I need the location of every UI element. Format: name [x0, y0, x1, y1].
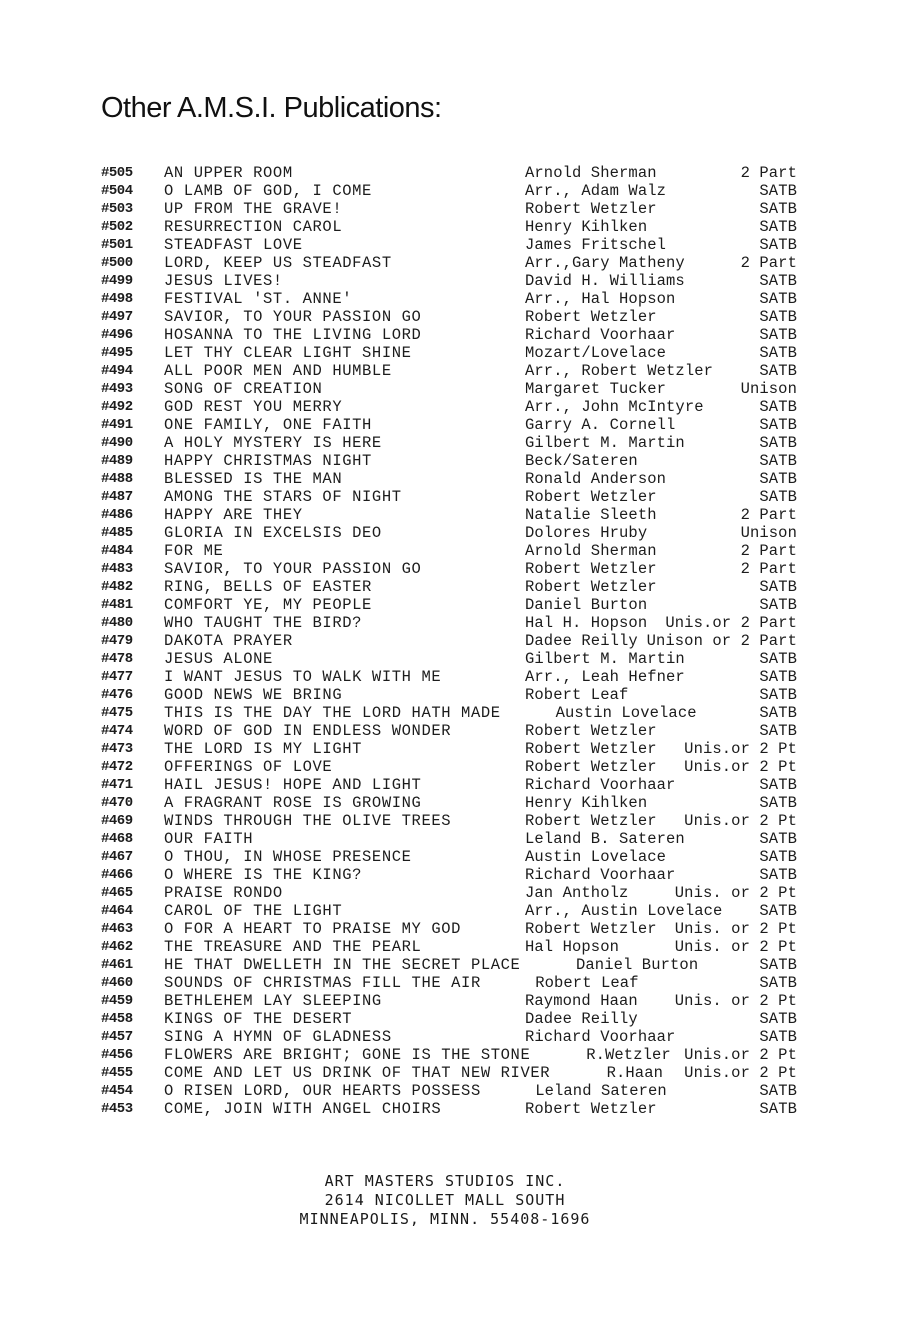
- publication-title: O THOU, IN WHOSE PRESENCE: [164, 848, 412, 866]
- publication-composer: Hal Hopson: [525, 938, 620, 956]
- publication-voicing: Unis.or 2 Pt: [684, 1064, 797, 1082]
- publication-title: RING, BELLS OF EASTER: [164, 578, 372, 596]
- publication-title: JESUS ALONE: [164, 650, 273, 668]
- list-item: [0, 650, 900, 668]
- publication-voicing: SATB: [759, 596, 797, 614]
- publication-number: #498: [101, 291, 133, 307]
- publication-title: AMONG THE STARS OF NIGHT: [164, 488, 402, 506]
- list-item: [0, 362, 900, 380]
- publication-number: #453: [101, 1101, 133, 1117]
- publication-composer: Austin Lovelace: [525, 848, 667, 866]
- publication-number: #494: [101, 363, 133, 379]
- publication-composer: Daniel Burton: [576, 956, 699, 974]
- list-item: [0, 974, 900, 992]
- publication-composer: Arr., Adam Walz: [525, 182, 667, 200]
- publication-composer: Arr., Robert Wetzler: [525, 362, 714, 380]
- publication-voicing: SATB: [759, 650, 797, 668]
- publication-number: #457: [101, 1029, 133, 1045]
- publication-voicing: SATB: [759, 668, 797, 686]
- publication-title: COME, JOIN WITH ANGEL CHOIRS: [164, 1100, 442, 1118]
- city-state-zip: MINNEAPOLIS, MINN. 55408-1696: [299, 1210, 591, 1228]
- publication-number: #492: [101, 399, 133, 415]
- publication-voicing: SATB: [759, 830, 797, 848]
- publication-number: #502: [101, 219, 133, 235]
- publication-voicing: 2 Part: [740, 542, 797, 560]
- list-item: [0, 272, 900, 290]
- publication-composer: Austin Lovelace: [555, 704, 697, 722]
- publication-title: WORD OF GOD IN ENDLESS WONDER: [164, 722, 452, 740]
- publication-composer: Robert Wetzler: [525, 308, 657, 326]
- publication-number: #462: [101, 939, 133, 955]
- list-item: [0, 668, 900, 686]
- list-item: [0, 884, 900, 902]
- publication-number: #505: [101, 165, 133, 181]
- publication-composer: Robert Leaf: [535, 974, 639, 992]
- publication-number: #493: [101, 381, 133, 397]
- publication-title: RESURRECTION CAROL: [164, 218, 343, 236]
- publication-title: HAPPY CHRISTMAS NIGHT: [164, 452, 372, 470]
- publication-title: O RISEN LORD, OUR HEARTS POSSESS: [164, 1082, 481, 1100]
- publication-title: UP FROM THE GRAVE!: [164, 200, 343, 218]
- publication-composer: Gilbert M. Martin: [525, 434, 685, 452]
- publication-composer: Robert Wetzler: [525, 722, 657, 740]
- publication-composer: Robert Wetzler: [525, 740, 657, 758]
- list-item: [0, 938, 900, 956]
- publication-number: #468: [101, 831, 133, 847]
- list-item: [0, 848, 900, 866]
- publication-composer: Arr., Austin Lovelace: [525, 902, 723, 920]
- list-item: [0, 902, 900, 920]
- publication-voicing: Unis. or 2 Pt: [674, 884, 797, 902]
- list-item: [0, 1010, 900, 1028]
- publication-voicing: SATB: [759, 722, 797, 740]
- publication-title: THE LORD IS MY LIGHT: [164, 740, 363, 758]
- publication-title: I WANT JESUS TO WALK WITH ME: [164, 668, 442, 686]
- publication-voicing: Unis. or 2 Pt: [674, 992, 797, 1010]
- list-item: [0, 776, 900, 794]
- publication-voicing: Unis. or 2 Pt: [674, 920, 797, 938]
- publication-title: SONG OF CREATION: [164, 380, 323, 398]
- publication-number: #484: [101, 543, 133, 559]
- list-item: [0, 326, 900, 344]
- list-item: [0, 704, 900, 722]
- publication-title: STEADFAST LOVE: [164, 236, 303, 254]
- publication-title: DAKOTA PRAYER: [164, 632, 293, 650]
- list-item: [0, 1046, 900, 1064]
- list-item: [0, 1064, 900, 1082]
- publication-number: #455: [101, 1065, 133, 1081]
- publication-composer: Henry Kihlken: [525, 794, 648, 812]
- publication-number: #454: [101, 1083, 133, 1099]
- publication-title: SAVIOR, TO YOUR PASSION GO: [164, 560, 422, 578]
- publication-number: #491: [101, 417, 133, 433]
- publication-voicing: SATB: [759, 218, 797, 236]
- list-item: [0, 632, 900, 650]
- publication-composer: Margaret Tucker: [525, 380, 667, 398]
- publication-title: FLOWERS ARE BRIGHT; GONE IS THE STONE: [164, 1046, 531, 1064]
- publication-voicing: Unis. or 2 Pt: [674, 938, 797, 956]
- publication-title: HE THAT DWELLETH IN THE SECRET PLACE: [164, 956, 521, 974]
- publication-title: THE TREASURE AND THE PEARL: [164, 938, 422, 956]
- list-item: [0, 488, 900, 506]
- list-item: [0, 542, 900, 560]
- publication-voicing: 2 Part: [740, 164, 797, 182]
- publication-number: #490: [101, 435, 133, 451]
- publication-number: #488: [101, 471, 133, 487]
- list-item: [0, 830, 900, 848]
- list-item: [0, 200, 900, 218]
- publication-composer: Garry A. Cornell: [525, 416, 676, 434]
- publication-voicing: SATB: [759, 488, 797, 506]
- list-item: [0, 434, 900, 452]
- publication-title: OFFERINGS OF LOVE: [164, 758, 333, 776]
- publication-number: #485: [101, 525, 133, 541]
- list-item: [0, 164, 900, 182]
- publication-composer: Ronald Anderson: [525, 470, 667, 488]
- publication-composer: Beck/Sateren: [525, 452, 638, 470]
- publication-title: O WHERE IS THE KING?: [164, 866, 363, 884]
- list-item: [0, 452, 900, 470]
- publication-voicing: 2 Part: [740, 254, 797, 272]
- publication-composer: Hal H. Hopson: [525, 614, 648, 632]
- publication-voicing: Unis.or 2 Pt: [684, 1046, 797, 1064]
- publication-composer: Dadee Reilly: [525, 632, 638, 650]
- publication-composer: Arnold Sherman: [525, 542, 657, 560]
- publication-voicing: SATB: [759, 686, 797, 704]
- publication-composer: R.Wetzler: [586, 1046, 671, 1064]
- publication-voicing: SATB: [759, 776, 797, 794]
- publication-title: FOR ME: [164, 542, 224, 560]
- list-item: [0, 578, 900, 596]
- list-item: [0, 812, 900, 830]
- publication-composer: Natalie Sleeth: [525, 506, 657, 524]
- publication-composer: Henry Kihlken: [525, 218, 648, 236]
- publication-composer: Arr.,Gary Matheny: [525, 254, 685, 272]
- publication-composer: Leland B. Sateren: [525, 830, 685, 848]
- list-item: [0, 524, 900, 542]
- list-item: [0, 992, 900, 1010]
- publication-composer: Dolores Hruby: [525, 524, 648, 542]
- publication-title: HAIL JESUS! HOPE AND LIGHT: [164, 776, 422, 794]
- publication-voicing: SATB: [759, 434, 797, 452]
- publication-composer: Mozart/Lovelace: [525, 344, 667, 362]
- publication-number: #476: [101, 687, 133, 703]
- publication-title: COMFORT YE, MY PEOPLE: [164, 596, 372, 614]
- list-item: [0, 182, 900, 200]
- company-name: ART MASTERS STUDIOS INC.: [324, 1172, 566, 1190]
- publication-voicing: 2 Part: [740, 506, 797, 524]
- publication-voicing: 2 Part: [740, 560, 797, 578]
- publication-number: #463: [101, 921, 133, 937]
- publication-composer: Richard Voorhaar: [525, 326, 676, 344]
- publication-voicing: SATB: [759, 1082, 797, 1100]
- publication-title: GLORIA IN EXCELSIS DEO: [164, 524, 382, 542]
- publication-composer: David H. Williams: [525, 272, 685, 290]
- street-address: 2614 NICOLLET MALL SOUTH: [324, 1191, 566, 1209]
- publication-number: #475: [101, 705, 133, 721]
- publication-number: #499: [101, 273, 133, 289]
- publication-voicing: SATB: [759, 1010, 797, 1028]
- list-item: [0, 794, 900, 812]
- publication-number: #500: [101, 255, 133, 271]
- publication-voicing: SATB: [759, 326, 797, 344]
- publication-number: #460: [101, 975, 133, 991]
- list-item: [0, 254, 900, 272]
- publication-voicing: SATB: [759, 416, 797, 434]
- publication-voicing: SATB: [759, 902, 797, 920]
- publication-title: CAROL OF THE LIGHT: [164, 902, 343, 920]
- list-item: [0, 560, 900, 578]
- publication-number: #458: [101, 1011, 133, 1027]
- publication-number: #471: [101, 777, 133, 793]
- list-item: [0, 398, 900, 416]
- list-item: [0, 956, 900, 974]
- list-item: [0, 866, 900, 884]
- publication-number: #456: [101, 1047, 133, 1063]
- publication-title: LET THY CLEAR LIGHT SHINE: [164, 344, 412, 362]
- publication-title: COME AND LET US DRINK OF THAT NEW RIVER: [164, 1064, 551, 1082]
- publication-title: LORD, KEEP US STEADFAST: [164, 254, 392, 272]
- publication-title: ALL POOR MEN AND HUMBLE: [164, 362, 392, 380]
- publication-composer: Jan Antholz: [525, 884, 629, 902]
- publication-composer: Arr., Hal Hopson: [525, 290, 676, 308]
- publication-number: #461: [101, 957, 133, 973]
- list-item: [0, 686, 900, 704]
- publication-composer: Robert Wetzler: [525, 758, 657, 776]
- publication-number: #487: [101, 489, 133, 505]
- publication-number: #483: [101, 561, 133, 577]
- publication-title: PRAISE RONDO: [164, 884, 283, 902]
- list-item: [0, 740, 900, 758]
- publication-voicing: SATB: [759, 308, 797, 326]
- publication-voicing: Unison: [740, 380, 797, 398]
- publication-title: WINDS THROUGH THE OLIVE TREES: [164, 812, 452, 830]
- list-item: [0, 290, 900, 308]
- publication-number: #486: [101, 507, 133, 523]
- publication-voicing: Unison: [740, 524, 797, 542]
- publication-voicing: SATB: [759, 866, 797, 884]
- publication-voicing: SATB: [759, 578, 797, 596]
- publication-title: GOOD NEWS WE BRING: [164, 686, 343, 704]
- list-item: [0, 344, 900, 362]
- publication-voicing: Unis.or 2 Pt: [684, 758, 797, 776]
- list-item: [0, 416, 900, 434]
- publication-number: #480: [101, 615, 133, 631]
- publication-voicing: Unis.or 2 Pt: [684, 740, 797, 758]
- publication-number: #481: [101, 597, 133, 613]
- list-item: [0, 1082, 900, 1100]
- list-item: [0, 218, 900, 236]
- publication-title: SAVIOR, TO YOUR PASSION GO: [164, 308, 422, 326]
- publication-composer: Robert Wetzler: [525, 560, 657, 578]
- publication-voicing: SATB: [759, 704, 797, 722]
- publication-number: #459: [101, 993, 133, 1009]
- publication-number: #465: [101, 885, 133, 901]
- publication-title: AN UPPER ROOM: [164, 164, 293, 182]
- publication-number: #464: [101, 903, 133, 919]
- publication-number: #467: [101, 849, 133, 865]
- publication-number: #466: [101, 867, 133, 883]
- publication-composer: Arnold Sherman: [525, 164, 657, 182]
- publication-number: #473: [101, 741, 133, 757]
- publication-voicing: SATB: [759, 182, 797, 200]
- list-item: [0, 308, 900, 326]
- list-item: [0, 236, 900, 254]
- publication-number: #478: [101, 651, 133, 667]
- publication-number: #470: [101, 795, 133, 811]
- publication-title: BLESSED IS THE MAN: [164, 470, 343, 488]
- list-item: [0, 722, 900, 740]
- publication-title: O LAMB OF GOD, I COME: [164, 182, 372, 200]
- publication-composer: Arr., Leah Hefner: [525, 668, 685, 686]
- publication-title: WHO TAUGHT THE BIRD?: [164, 614, 363, 632]
- publication-composer: Robert Wetzler: [525, 920, 657, 938]
- publication-number: #479: [101, 633, 133, 649]
- list-item: [0, 758, 900, 776]
- publication-voicing: SATB: [759, 848, 797, 866]
- list-item: [0, 506, 900, 524]
- publication-voicing: SATB: [759, 1100, 797, 1118]
- publication-number: #472: [101, 759, 133, 775]
- publication-number: #489: [101, 453, 133, 469]
- publication-composer: Richard Voorhaar: [525, 776, 676, 794]
- publication-title: A HOLY MYSTERY IS HERE: [164, 434, 382, 452]
- publication-voicing: SATB: [759, 362, 797, 380]
- publication-number: #503: [101, 201, 133, 217]
- publication-number: #497: [101, 309, 133, 325]
- publication-number: #477: [101, 669, 133, 685]
- publication-title: ONE FAMILY, ONE FAITH: [164, 416, 372, 434]
- publication-voicing: SATB: [759, 398, 797, 416]
- publication-title: SOUNDS OF CHRISTMAS FILL THE AIR: [164, 974, 481, 992]
- publication-composer: Robert Wetzler: [525, 578, 657, 596]
- publisher-address: [0, 1172, 900, 1229]
- publication-number: #482: [101, 579, 133, 595]
- list-item: [0, 596, 900, 614]
- list-item: [0, 920, 900, 938]
- publication-number: #474: [101, 723, 133, 739]
- page-title: Other A.M.S.I. Publications:: [101, 92, 442, 124]
- publication-number: #504: [101, 183, 133, 199]
- publication-voicing: SATB: [759, 452, 797, 470]
- publication-title: HOSANNA TO THE LIVING LORD: [164, 326, 422, 344]
- publication-voicing: SATB: [759, 974, 797, 992]
- publication-voicing: SATB: [759, 236, 797, 254]
- publication-title: FESTIVAL 'ST. ANNE': [164, 290, 353, 308]
- publication-composer: R.Haan: [606, 1064, 664, 1082]
- publication-composer: Leland Sateren: [535, 1082, 667, 1100]
- publication-title: A FRAGRANT ROSE IS GROWING: [164, 794, 422, 812]
- publication-composer: Robert Wetzler: [525, 1100, 657, 1118]
- list-item: [0, 614, 900, 632]
- publication-voicing: Unis.or 2 Part: [665, 614, 797, 632]
- publication-composer: Richard Voorhaar: [525, 866, 676, 884]
- publication-composer: Richard Voorhaar: [525, 1028, 676, 1046]
- publication-title: KINGS OF THE DESERT: [164, 1010, 353, 1028]
- list-item: [0, 470, 900, 488]
- publication-composer: Dadee Reilly: [525, 1010, 638, 1028]
- publication-composer: Gilbert M. Martin: [525, 650, 685, 668]
- publication-voicing: Unis.or 2 Pt: [684, 812, 797, 830]
- publication-composer: Robert Wetzler: [525, 488, 657, 506]
- publication-list: [0, 164, 900, 1118]
- publication-composer: James Fritschel: [525, 236, 667, 254]
- publication-number: #469: [101, 813, 133, 829]
- publication-title: THIS IS THE DAY THE LORD HATH MADE: [164, 704, 501, 722]
- publication-voicing: SATB: [759, 344, 797, 362]
- publication-voicing: SATB: [759, 470, 797, 488]
- publication-number: #496: [101, 327, 133, 343]
- list-item: [0, 1028, 900, 1046]
- publication-composer: Daniel Burton: [525, 596, 648, 614]
- publication-composer: Raymond Haan: [525, 992, 638, 1010]
- publication-voicing: SATB: [759, 290, 797, 308]
- list-item: [0, 380, 900, 398]
- publication-voicing: SATB: [759, 956, 797, 974]
- publication-title: GOD REST YOU MERRY: [164, 398, 343, 416]
- publication-title: HAPPY ARE THEY: [164, 506, 303, 524]
- publication-composer: Robert Wetzler: [525, 812, 657, 830]
- publication-title: SING A HYMN OF GLADNESS: [164, 1028, 392, 1046]
- publication-voicing: SATB: [759, 200, 797, 218]
- publication-title: OUR FAITH: [164, 830, 254, 848]
- publication-voicing: SATB: [759, 794, 797, 812]
- publication-voicing: Unison or 2 Part: [646, 632, 797, 650]
- publication-number: #495: [101, 345, 133, 361]
- publication-title: JESUS LIVES!: [164, 272, 283, 290]
- publication-title: BETHLEHEM LAY SLEEPING: [164, 992, 382, 1010]
- publication-composer: Robert Wetzler: [525, 200, 657, 218]
- publication-number: #501: [101, 237, 133, 253]
- publication-composer: Robert Leaf: [525, 686, 629, 704]
- publication-composer: Arr., John McIntyre: [525, 398, 704, 416]
- list-item: [0, 1100, 900, 1118]
- publication-title: O FOR A HEART TO PRAISE MY GOD: [164, 920, 462, 938]
- publication-voicing: SATB: [759, 272, 797, 290]
- publication-voicing: SATB: [759, 1028, 797, 1046]
